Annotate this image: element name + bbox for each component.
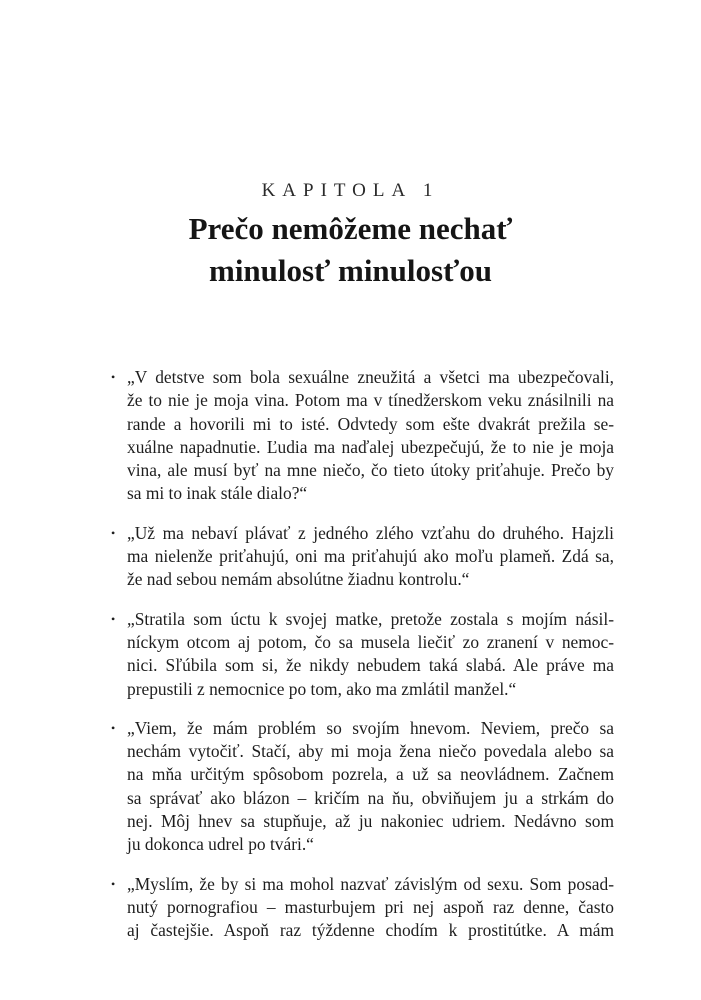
quote-line: nici. Sľúbila som si, že nikdy nebudem taká slabá. Ale práve ma: [127, 655, 614, 676]
quote-line: aj častejšie. Aspoň raz týždenne chodím k prostitútke. A mám: [127, 920, 614, 941]
chapter-title: [0, 208, 701, 292]
bullet-icon: •: [111, 720, 116, 735]
quote-line: sa mi to inak stále dialo?“: [127, 483, 308, 504]
quote-line: nej. Môj hnev sa stupňuje, až ju nakoniec udriem. Nedávno som: [127, 811, 614, 832]
quote-list-item: [111, 522, 614, 592]
quote-line: „Viem, že mám problém so svojím hnevom. Neviem, prečo sa: [127, 717, 614, 738]
quote-line: nutý pornografiou – masturbujem pri nej aspoň raz denne, často: [127, 896, 614, 917]
bullet-icon: •: [111, 370, 116, 384]
quote-list-item: [111, 717, 614, 857]
bullet-icon: •: [111, 876, 116, 891]
quote-line: sa správať ako blázon – kričím na ňu, obviňujem ju a strkám do: [127, 787, 614, 808]
quote-line: že nad sebou nemám absolútne žiadnu kontrolu.“: [127, 569, 470, 590]
quote-list-item: [111, 608, 614, 701]
quote-line: ma nielenže priťahujú, oni ma priťahujú ako moľu plameň. Zdá sa,: [127, 546, 614, 567]
quote-line: rande a hovorili mi to isté. Odvtedy som ešte dvakrát prežila se-: [127, 413, 614, 434]
quote-list: [111, 366, 614, 959]
quote-line: že to nie je moja vina. Potom ma v tínedžerskom veku znásilnili na: [127, 390, 614, 411]
quote-line: xuálne napadnutie. Ľudia ma naďalej ubezpečujú, že to nie je moja: [127, 436, 614, 457]
chapter-title-line-2: minulosť minulosťou: [209, 253, 492, 288]
quote-line: nechám vytočiť. Stačí, aby mi moja žena niečo povedala alebo sa: [127, 741, 614, 762]
quote-line: „Už ma nebaví plávať z jedného zlého vzťahu do druhého. Hajzli: [127, 522, 614, 543]
quote-line: „V detstve som bola sexuálne zneužitá a všetci ma ubezpečovali,: [127, 367, 614, 387]
bullet-icon: •: [111, 611, 116, 626]
bullet-icon: •: [111, 525, 116, 540]
quote-list-item: [111, 873, 614, 943]
chapter-label: KAPITOLA 1: [261, 180, 440, 201]
quote-line: vina, ale musí byť na mne niečo, čo tieto útoky priťahuje. Prečo by: [127, 460, 614, 481]
quote-line: níckym otcom aj potom, čo sa musela liečiť zo zranení v nemoc-: [127, 631, 614, 652]
quote-line: „Myslím, že by si ma mohol nazvať závislým od sexu. Som posad-: [127, 873, 614, 894]
quote-line: ju dokonca udrel po tvári.“: [127, 834, 314, 855]
chapter-title-line-1: Prečo nemôžeme nechať: [188, 211, 513, 246]
quote-line: „Stratila som úctu k svojej matke, pretože zostala s mojím násil-: [127, 608, 614, 629]
quote-line: prepustili z nemocnice po tom, ako ma zmlátil manžel.“: [127, 678, 517, 699]
quote-list-item: [111, 366, 614, 506]
quote-line: na mňa určitým spôsobom pozrela, a už sa neovládnem. Začnem: [127, 764, 614, 785]
